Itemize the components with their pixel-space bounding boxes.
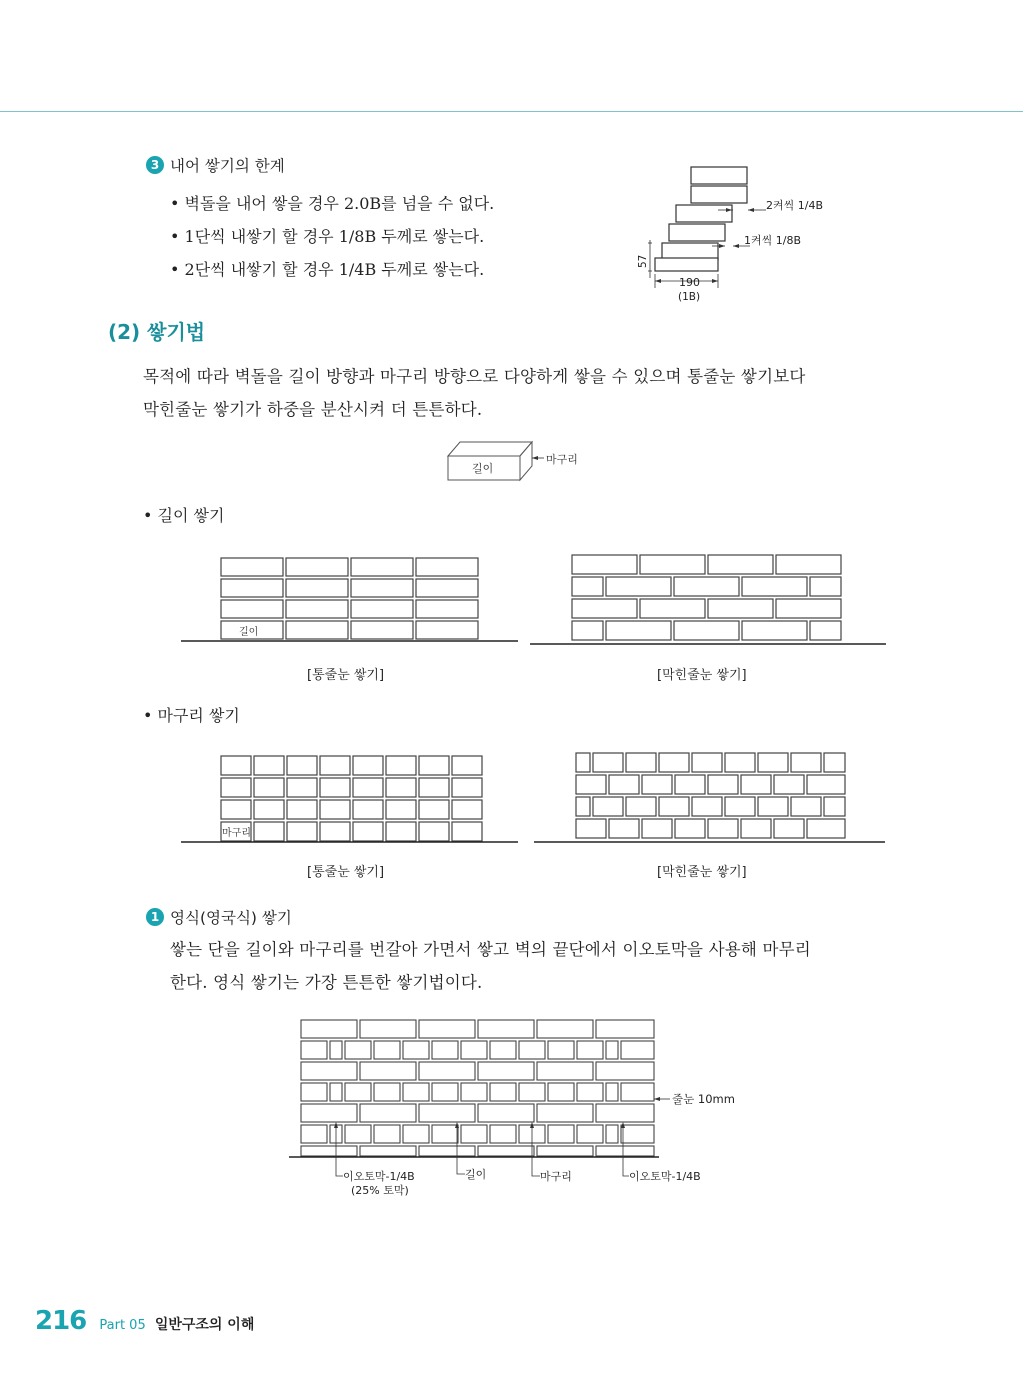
closer-sublabel: (25% 토막) [351,1184,409,1197]
joint-label: 줄눈 10mm [672,1092,735,1106]
corbel-figure [630,160,850,308]
chapter-title: 일반구조의 이해 [154,1317,255,1333]
page-number: 216 [35,1306,87,1336]
subsection-title: 내어 쌓기의 한계 [170,157,285,175]
paragraph-line: 목적에 따라 벽돌을 길이 방향과 마구리 방향으로 다양하게 쌓을 수 있으며 통줄눈 쌓기보다 [143,367,806,386]
paragraph-line: 쌓는 단을 길이와 마구리를 번갈아 가면서 쌓고 벽의 끝단에서 이오토막을 사용해 마무리 [170,940,811,959]
figure-caption: [막힌줄눈 쌓기] [657,865,747,880]
figure-caption: [막힌줄눈 쌓기] [657,668,747,683]
subsection-heading [146,154,285,176]
width-subdimension: (1B) [678,291,701,303]
running-bond-figure [528,552,890,648]
stack-bond-header-figure [175,752,525,848]
closer-label-right: 이오토막-1/4B [629,1170,701,1183]
label-one-course: 1켜씩 1/8B [744,234,801,247]
header-label: 마구리 [222,828,251,839]
header-label: 마구리 [540,1170,572,1183]
stretcher-label: 길이 [239,627,259,638]
bullet-item: • 1단씩 내쌓기 할 경우 1/8B 두께로 쌓는다. [170,227,485,246]
bullet-item: • 벽돌을 내어 쌓을 경우 2.0B를 넘을 수 없다. [170,194,495,213]
stack-bond-stretcher-figure [175,552,525,648]
figure-caption: [통줄눈 쌓기] [307,865,385,880]
width-dimension: 190 [679,276,700,289]
subsection-heading [146,906,292,928]
bullet-item: • 2단씩 내쌓기 할 경우 1/4B 두께로 쌓는다. [170,260,485,279]
stretcher-label: 길이 [465,1168,487,1181]
section-title: (2) 쌓기법 [108,320,206,344]
height-dimension: 57 [637,254,649,268]
brick-end-label: 마구리 [546,453,578,466]
bullet-item: • 마구리 쌓기 [143,706,240,725]
figure-caption: [통줄눈 쌓기] [307,668,385,683]
subsection-title: 영식(영국식) 쌓기 [170,909,292,927]
part-label: Part 05 [99,1318,146,1333]
bullet-item: • 길이 쌓기 [143,506,225,525]
label-two-course: 2켜씩 1/4B [766,199,823,212]
english-bond-figure [285,1016,755,1206]
header-running-bond-figure [532,750,892,846]
number-badge: 1 [146,908,164,926]
paragraph-line: 한다. 영식 쌓기는 가장 튼튼한 쌓기법이다. [170,973,483,992]
brick-face-figure [440,436,600,484]
page-footer [35,1306,254,1336]
paragraph-line: 막힌줄눈 쌓기가 하중을 분산시켜 더 튼튼하다. [143,400,483,419]
brick-face-label: 길이 [472,462,494,475]
number-badge: 3 [146,156,164,174]
closer-label: 이오토막-1/4B [343,1170,415,1183]
header-rule [0,111,1023,112]
